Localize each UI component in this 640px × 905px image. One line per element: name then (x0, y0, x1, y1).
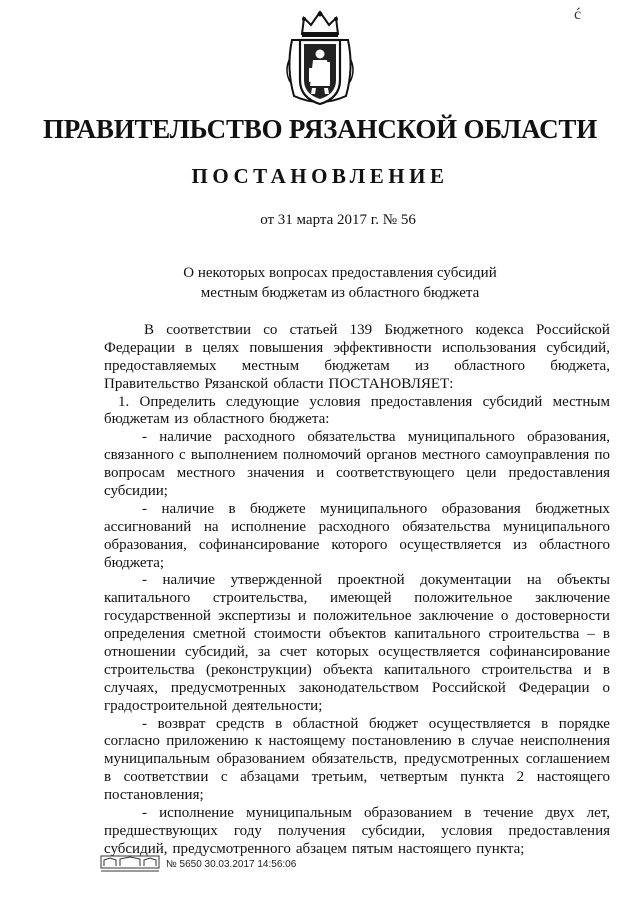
body-line: государственной экспертизы и положительное заключение о достоверности (104, 608, 610, 625)
body-line: Федерации в целях повышения эффективности использования субсидий, (104, 339, 610, 356)
body-line: субсидий, предусмотренного абзацем пятым настоящего пункта; (104, 840, 525, 857)
body-line: в соответствии с абзацами третьим, четвертым пункта 2 настоящего (104, 769, 610, 786)
electronic-document-system-logo-icon (100, 854, 160, 874)
body-line: субсидии; (104, 483, 168, 500)
body-line: - наличие утвержденной проектной документации на объекты (142, 572, 610, 589)
body-line: 1. Определить следующие условия предоставления субсидий местным (118, 393, 610, 410)
body-line: постановления; (104, 787, 204, 804)
body-line: градостроительной деятельности; (104, 697, 323, 714)
document-body (104, 322, 610, 859)
body-line: В соответствии со статьей 139 Бюджетного кодекса Российской (144, 322, 610, 338)
ryazan-coat-of-arms-icon (282, 8, 358, 110)
body-line: случаях, предусмотренных законодательством Российской Федерации о (104, 679, 610, 696)
registration-footer (100, 853, 296, 875)
body-line: ассигнований на исполнение расходного обязательства муниципального (104, 518, 610, 535)
body-line: - исполнение муниципальным образованием в течение двух лет, (142, 805, 610, 822)
corner-handwritten-mark: ć (574, 6, 582, 23)
registration-stamp: № 5650 30.03.2017 14:56:06 (166, 858, 297, 870)
document-date-number: от 31 марта 2017 г. № 56 (260, 212, 416, 228)
body-line: муниципальным образованием обязательств, предусмотренных соглашением (104, 751, 610, 768)
body-line: строительства (реконструкции) объекта капитального строительства и в (104, 661, 610, 678)
document-type: ПОСТАНОВЛЕНИЕ (191, 164, 449, 188)
body-line: - возврат средств в областной бюджет осуществляется в порядке (142, 715, 610, 732)
body-line: - наличие в бюджете муниципального образования бюджетных (142, 500, 610, 517)
body-line: бюджета; (104, 554, 165, 571)
body-line: согласно приложению к настоящему постановлению в случае неисполнения (104, 733, 610, 750)
subject-line: местным бюджетам из областного бюджета (200, 285, 480, 301)
body-line: предшествующих году получения субсидии, условия предоставления (104, 822, 610, 839)
body-line: связанного с выполнением полномочий органов местного самоуправления по (104, 447, 610, 464)
body-line: определения сметной стоимости объектов капитального строительства – в (104, 626, 610, 643)
document-subject (150, 263, 530, 303)
subject-line: О некоторых вопросах предоставления субсидий (183, 265, 497, 281)
body-line: капитального строительства, имеющей положительное заключение (104, 590, 610, 607)
body-line: Правительство Рязанской области ПОСТАНОВЛЯЕТ: (104, 375, 454, 392)
body-line: предоставляемых местным бюджетам из областного бюджета, (104, 357, 610, 374)
body-line: образования, софинансирование которого осуществляется из областного (104, 536, 610, 553)
body-line: отношении субсидий, за счет которых осуществляется софинансирование (104, 644, 610, 661)
body-line: бюджетам из областного бюджета: (104, 411, 330, 428)
body-line: вопросам местного значения и соответствующего цели предоставления (104, 465, 610, 482)
body-line: - наличие расходного обязательства муниципального образования, (142, 429, 610, 446)
organization-title: ПРАВИТЕЛЬСТВО РЯЗАНСКОЙ ОБЛАСТИ (42, 114, 598, 144)
